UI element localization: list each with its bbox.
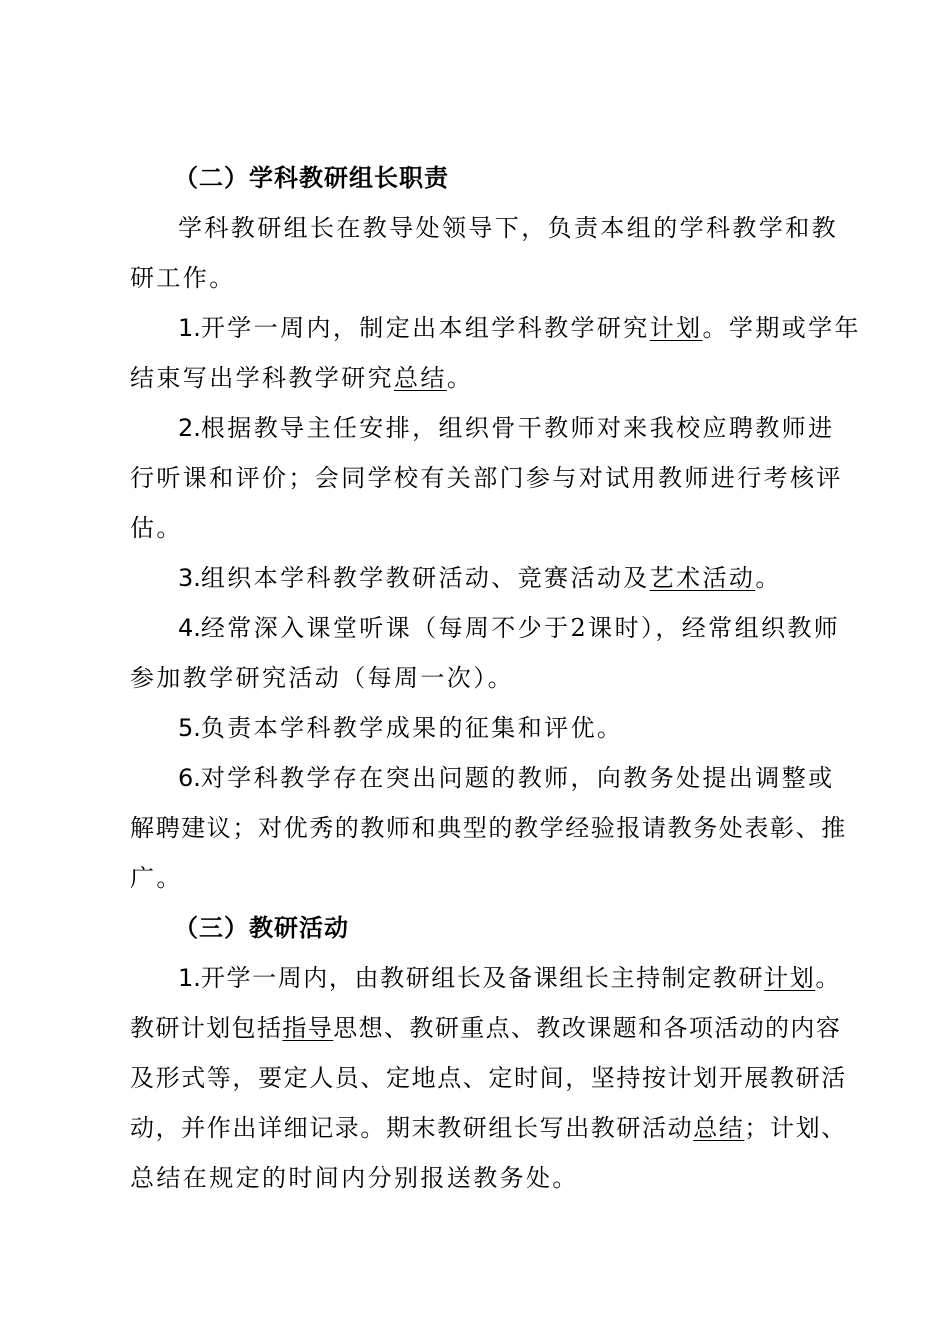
underlined-term: 总结 xyxy=(693,1114,745,1142)
item-6-line-2: 解聘建议；对优秀的教师和典型的教学经验报请教务处表彰、推 xyxy=(130,814,847,842)
item-number: 1. xyxy=(178,964,201,992)
s3-item-1-line-2 xyxy=(130,1013,842,1043)
item-2-line-3: 估。 xyxy=(130,514,183,542)
item-text: ；计划、 xyxy=(744,1114,847,1142)
item-text: 对学科教学存在突出问题的教师，向教务处提出调整或 xyxy=(200,764,835,792)
item-text: 结束写出学科教学研究 xyxy=(130,364,394,392)
underlined-term: 指导 xyxy=(282,1014,334,1042)
item-5-line-1 xyxy=(178,713,830,743)
item-number: 5. xyxy=(178,714,201,742)
item-text: 。学期或学年 xyxy=(702,314,861,342)
item-number: 4. xyxy=(178,614,201,642)
item-text: 思想、教研重点、教改课题和各项活动的内容 xyxy=(333,1014,842,1042)
item-text: 开学一周内，由教研组长及备课组长主持制定教研 xyxy=(200,964,765,992)
section-heading-3: （三）教研活动 xyxy=(174,913,349,942)
item-2-line-2: 行听课和评价；会同学校有关部门参与对试用教师进行考核评 xyxy=(130,464,843,492)
item-1-line-2 xyxy=(130,363,830,393)
item-text: 根据教导主任安排，组织骨干教师对来我校应聘教师进 xyxy=(200,414,835,442)
s3-item-1-line-1 xyxy=(178,963,841,993)
section-heading-2: （二）学科教研组长职责 xyxy=(174,163,449,192)
underlined-term: 艺术活动 xyxy=(649,564,756,592)
item-number: 6. xyxy=(178,764,201,792)
item-text: 组织本学科教学教研活动、竞赛活动及 xyxy=(200,564,650,592)
item-number: 2. xyxy=(178,414,201,442)
item-text: 经常深入课堂听课（每周不少于2课时），经常组织教师 xyxy=(200,614,841,642)
item-text: 教研计划包括 xyxy=(130,1014,283,1042)
item-4-line-2: 参加教学研究活动（每周一次）。 xyxy=(130,664,514,692)
item-number: 3. xyxy=(178,564,201,592)
intro-paragraph-line-2: 研工作。 xyxy=(130,264,236,292)
item-text: 。 xyxy=(446,364,474,392)
s3-item-1-line-4 xyxy=(130,1113,847,1143)
item-text: 。 xyxy=(815,964,841,992)
s3-item-1-line-3: 及形式等，要定人员、定地点、定时间，坚持按计划开展教研活 xyxy=(130,1064,847,1092)
item-text: 动，并作出详细记录。期末教研组长写出教研活动 xyxy=(130,1114,694,1142)
s3-item-1-line-5: 总结在规定的时间内分别报送教务处。 xyxy=(130,1164,579,1192)
item-6-line-1 xyxy=(178,763,835,793)
item-text: 负责本学科教学成果的征集和评优。 xyxy=(200,714,624,742)
item-text: 。 xyxy=(755,564,782,592)
item-4-line-1 xyxy=(178,613,841,643)
item-3-line-1 xyxy=(178,563,830,593)
underlined-term: 计划 xyxy=(649,314,703,342)
underlined-term: 总结 xyxy=(394,364,447,392)
item-2-line-1 xyxy=(178,413,835,443)
item-6-line-3: 广。 xyxy=(130,864,183,892)
item-number: 1. xyxy=(178,314,201,342)
underlined-term: 计划 xyxy=(764,964,816,992)
intro-paragraph-line-1: 学科教研组长在教导处领导下，负责本组的学科教学和教 xyxy=(178,214,838,242)
item-text: 开学一周内，制定出本组学科教学研究 xyxy=(200,314,650,342)
item-1-line-1 xyxy=(178,313,861,343)
